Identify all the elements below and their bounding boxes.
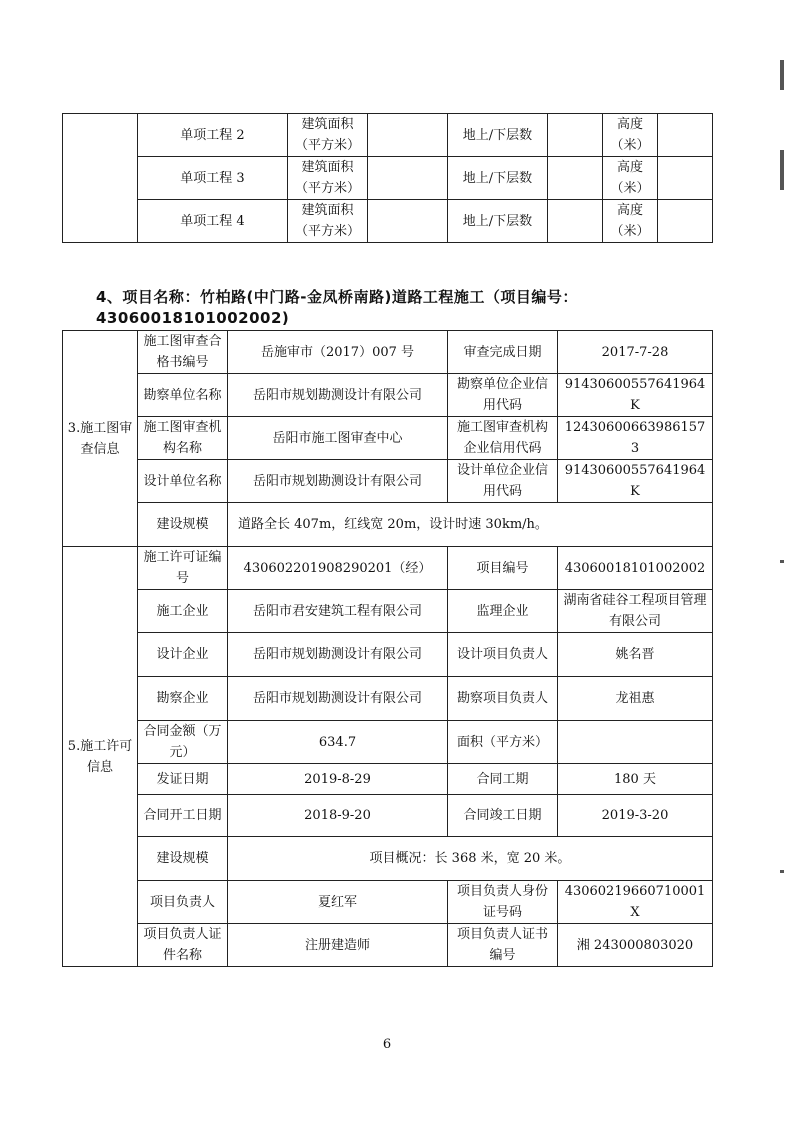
table-row <box>63 503 713 547</box>
table-row <box>63 114 713 157</box>
table-row <box>63 677 713 721</box>
field-value: 岳阳市规划勘测设计有限公司 <box>228 460 448 503</box>
field-value: 2019-3-20 <box>558 795 713 837</box>
scan-edge-mark <box>780 60 784 90</box>
scan-edge-mark <box>780 560 784 563</box>
field-label: 项目负责人证书编号 <box>448 924 558 967</box>
field-value <box>558 721 713 764</box>
field-label: 施工许可证编号 <box>138 547 228 590</box>
field-label: 合同竣工日期 <box>448 795 558 837</box>
field-value: 岳阳市君安建筑工程有限公司 <box>228 590 448 633</box>
field-label: 勘察单位名称 <box>138 374 228 417</box>
value-cell <box>548 114 603 157</box>
field-label: 勘察项目负责人 <box>448 677 558 721</box>
project-name: 单项工程 4 <box>138 200 288 243</box>
table-row <box>63 721 713 764</box>
table-row <box>63 331 713 374</box>
height-label: 高度（米） <box>603 200 658 243</box>
field-value: 634.7 <box>228 721 448 764</box>
value-cell <box>368 157 448 200</box>
field-label: 施工图审查机构名称 <box>138 417 228 460</box>
field-label: 施工企业 <box>138 590 228 633</box>
field-value: 注册建造师 <box>228 924 448 967</box>
project-info-table <box>62 330 713 967</box>
area-label: 建筑面积（平方米） <box>288 200 368 243</box>
value-cell <box>658 114 713 157</box>
field-value: 项目概况：长 368 米，宽 20 米。 <box>228 837 713 881</box>
field-label: 设计项目负责人 <box>448 633 558 677</box>
project-name: 单项工程 2 <box>138 114 288 157</box>
field-label: 建设规模 <box>138 503 228 547</box>
table-row <box>63 417 713 460</box>
value-cell <box>548 200 603 243</box>
scan-edge-mark <box>780 870 784 873</box>
table-row <box>63 200 713 243</box>
table-row <box>63 837 713 881</box>
section-title: 5.施工许可信息 <box>63 547 138 967</box>
field-label: 施工图审查机构企业信用代码 <box>448 417 558 460</box>
field-label: 合同工期 <box>448 764 558 795</box>
field-label: 勘察企业 <box>138 677 228 721</box>
field-label: 合同金额（万元） <box>138 721 228 764</box>
field-value: 岳施审市（2017）007 号 <box>228 331 448 374</box>
field-value: 2018-9-20 <box>228 795 448 837</box>
field-label: 合同开工日期 <box>138 795 228 837</box>
field-value: 430602201908290201（经） <box>228 547 448 590</box>
field-value: 岳阳市施工图审查中心 <box>228 417 448 460</box>
field-label: 监理企业 <box>448 590 558 633</box>
table-row <box>63 795 713 837</box>
table-row <box>63 374 713 417</box>
field-value: 岳阳市规划勘测设计有限公司 <box>228 677 448 721</box>
table-row <box>63 460 713 503</box>
field-label: 项目负责人 <box>138 881 228 924</box>
value-cell <box>658 200 713 243</box>
single-project-table <box>62 113 713 243</box>
table-row <box>63 924 713 967</box>
table-row <box>63 633 713 677</box>
field-label: 勘察单位企业信用代码 <box>448 374 558 417</box>
height-label: 高度（米） <box>603 114 658 157</box>
table-row <box>63 547 713 590</box>
field-value: 43060018101002002 <box>558 547 713 590</box>
field-label: 设计单位企业信用代码 <box>448 460 558 503</box>
field-label: 项目负责人身份证号码 <box>448 881 558 924</box>
floors-label: 地上/下层数 <box>448 200 548 243</box>
field-value: 岳阳市规划勘测设计有限公司 <box>228 633 448 677</box>
field-label: 建设规模 <box>138 837 228 881</box>
field-value: 91430600557641964K <box>558 460 713 503</box>
field-value: 姚名晋 <box>558 633 713 677</box>
field-label: 项目编号 <box>448 547 558 590</box>
table-row <box>63 590 713 633</box>
table-row <box>63 881 713 924</box>
blank-cell <box>63 114 138 243</box>
field-value: 180 天 <box>558 764 713 795</box>
project-heading: 4、项目名称：竹柏路(中门路-金凤桥南路)道路工程施工（项目编号：43060018101002002) <box>96 288 578 327</box>
field-value: 夏红军 <box>228 881 448 924</box>
value-cell <box>368 114 448 157</box>
field-value: 2019-8-29 <box>228 764 448 795</box>
field-value: 湘 243000803020 <box>558 924 713 967</box>
floors-label: 地上/下层数 <box>448 157 548 200</box>
table-row <box>63 157 713 200</box>
field-label: 施工图审查合格书编号 <box>138 331 228 374</box>
field-value: 124306006639861573 <box>558 417 713 460</box>
field-value: 91430600557641964K <box>558 374 713 417</box>
table-row <box>63 764 713 795</box>
field-label: 设计企业 <box>138 633 228 677</box>
field-value: 湖南省硅谷工程项目管理有限公司 <box>558 590 713 633</box>
field-value: 2017-7-28 <box>558 331 713 374</box>
field-value: 道路全长 407m，红线宽 20m，设计时速 30km/h。 <box>228 503 713 547</box>
field-value: 43060219660710001X <box>558 881 713 924</box>
field-label: 设计单位名称 <box>138 460 228 503</box>
page-number: 6 <box>382 1037 392 1052</box>
field-label: 发证日期 <box>138 764 228 795</box>
area-label: 建筑面积（平方米） <box>288 114 368 157</box>
field-label: 审查完成日期 <box>448 331 558 374</box>
project-name: 单项工程 3 <box>138 157 288 200</box>
value-cell <box>658 157 713 200</box>
section-title: 3.施工图审查信息 <box>63 331 138 547</box>
value-cell <box>548 157 603 200</box>
value-cell <box>368 200 448 243</box>
height-label: 高度（米） <box>603 157 658 200</box>
field-value: 龙祖惠 <box>558 677 713 721</box>
scan-edge-mark <box>780 150 784 190</box>
area-label: 建筑面积（平方米） <box>288 157 368 200</box>
field-label: 项目负责人证件名称 <box>138 924 228 967</box>
floors-label: 地上/下层数 <box>448 114 548 157</box>
field-label: 面积（平方米） <box>448 721 558 764</box>
field-value: 岳阳市规划勘测设计有限公司 <box>228 374 448 417</box>
